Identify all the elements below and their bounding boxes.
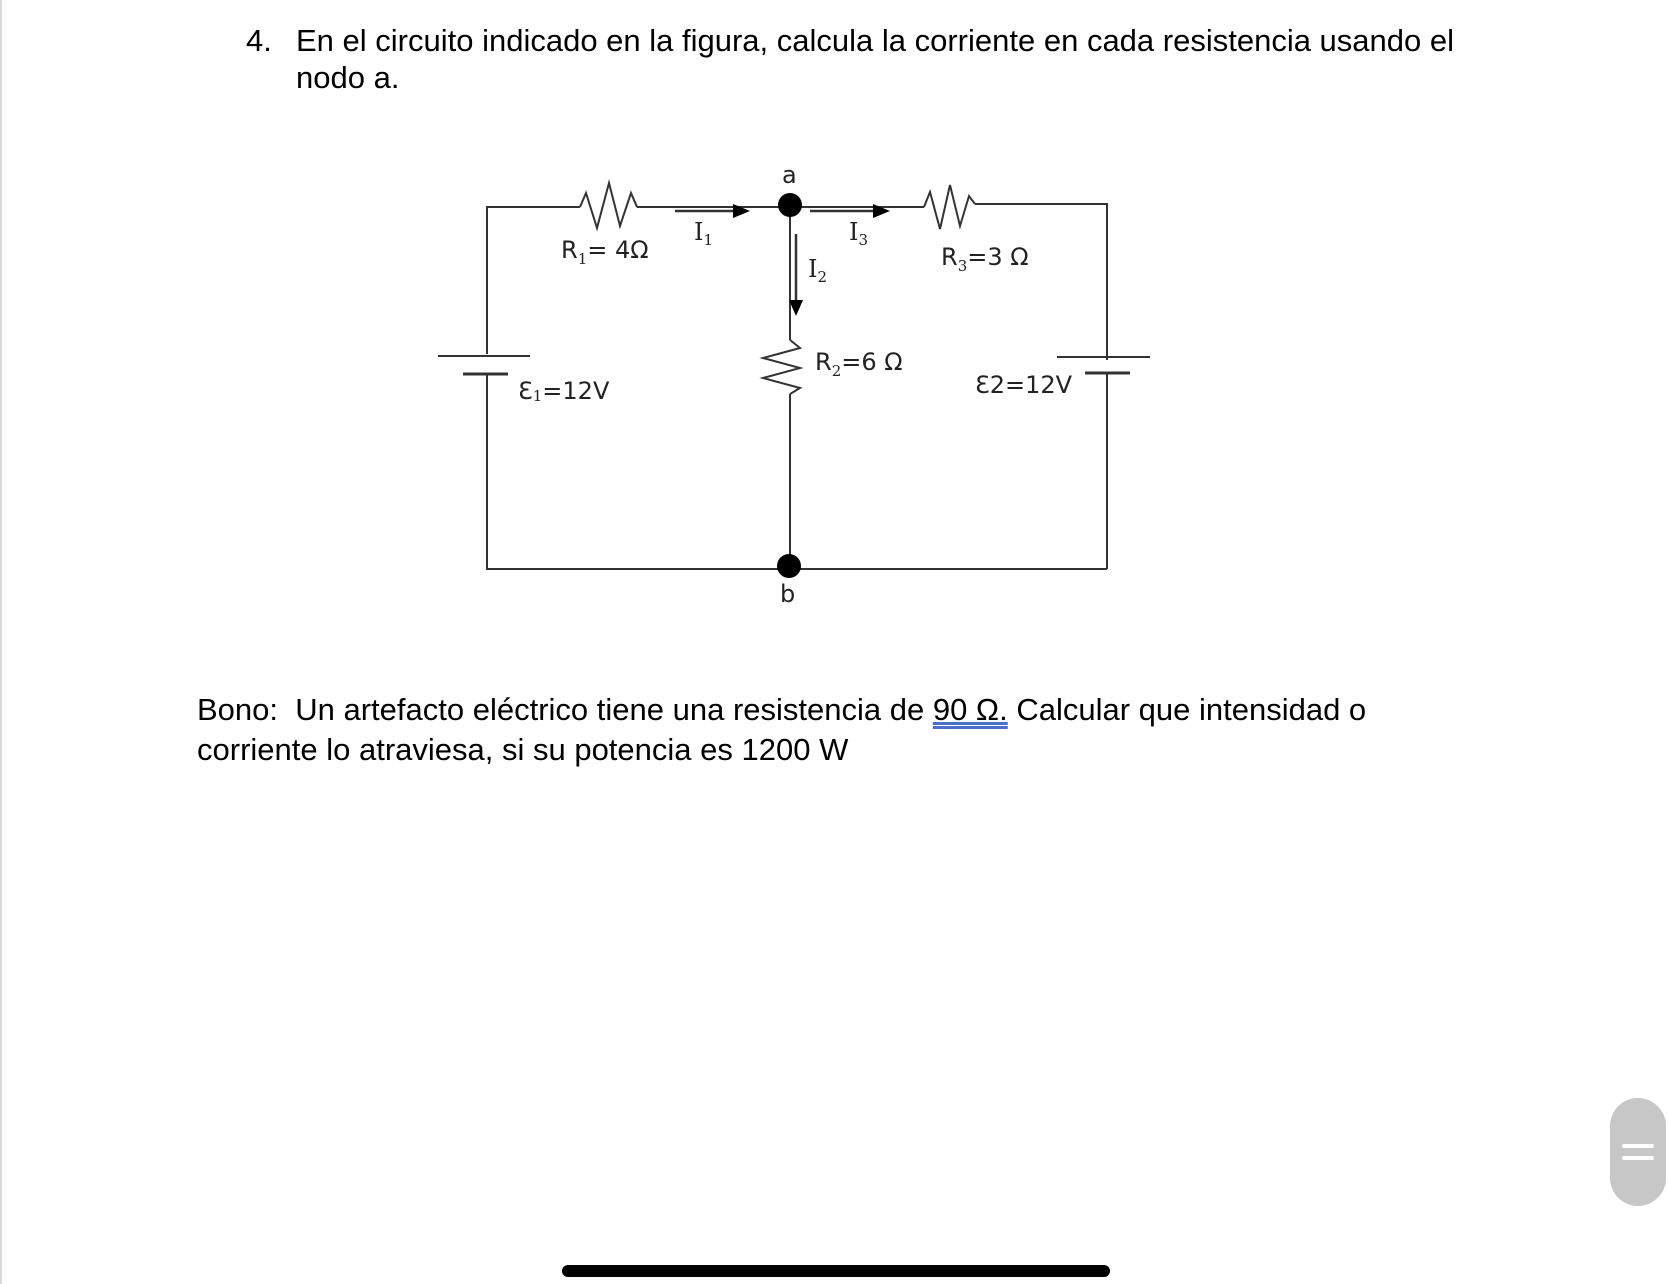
node-a-dot bbox=[778, 193, 802, 217]
wire-left-top bbox=[487, 207, 580, 354]
bonus-resistance-value: 90 Ω. bbox=[932, 692, 1008, 727]
grip-lines-icon-lower bbox=[1622, 1156, 1654, 1160]
grip-lines-icon bbox=[1622, 1144, 1654, 1148]
bonus-text-after: Calcular que intensidad o bbox=[1007, 692, 1367, 727]
bonus-label: Bono: bbox=[197, 692, 279, 727]
scroll-handle[interactable] bbox=[1610, 1098, 1666, 1206]
node-b-dot bbox=[777, 554, 801, 578]
current-i2-label: $I_2$ bbox=[808, 255, 828, 286]
bonus-text-before: Un artefacto eléctrico tiene una resistencia de bbox=[295, 692, 933, 727]
r2-label: $R_2=6$ Ω bbox=[815, 348, 903, 380]
bonus-line-2: corriente lo atraviesa, si su potencia es 1200 W bbox=[197, 732, 849, 767]
r1-label: $R_1= 4\Omega$ bbox=[561, 236, 649, 268]
question-text-line-2: nodo a. bbox=[296, 60, 400, 95]
bonus-question bbox=[197, 690, 1366, 770]
r3-label: $R_3=3$ Ω bbox=[941, 243, 1029, 275]
home-indicator[interactable] bbox=[562, 1265, 1110, 1277]
resistor-r3 bbox=[924, 185, 975, 229]
node-b-label: b bbox=[780, 580, 796, 608]
emf2-label: Ɛ2=12V bbox=[975, 371, 1073, 399]
current-i2-arrowhead bbox=[789, 300, 803, 316]
resistor-r1 bbox=[580, 183, 637, 228]
resistor-r2 bbox=[763, 340, 800, 394]
bonus-line-1 bbox=[197, 690, 1366, 730]
question-number: 4. bbox=[246, 23, 272, 58]
current-i1-label: $I_1$ bbox=[694, 218, 714, 249]
question-text-line-1: En el circuito indicado en la figura, calcula la corriente en cada resistencia usando el bbox=[296, 23, 1455, 58]
node-a-label: a bbox=[782, 161, 797, 189]
wire-r3-right bbox=[975, 204, 1107, 360]
current-i3-label: $I_3$ bbox=[849, 218, 869, 249]
emf1-label: Ɛ1=12V bbox=[518, 377, 610, 405]
